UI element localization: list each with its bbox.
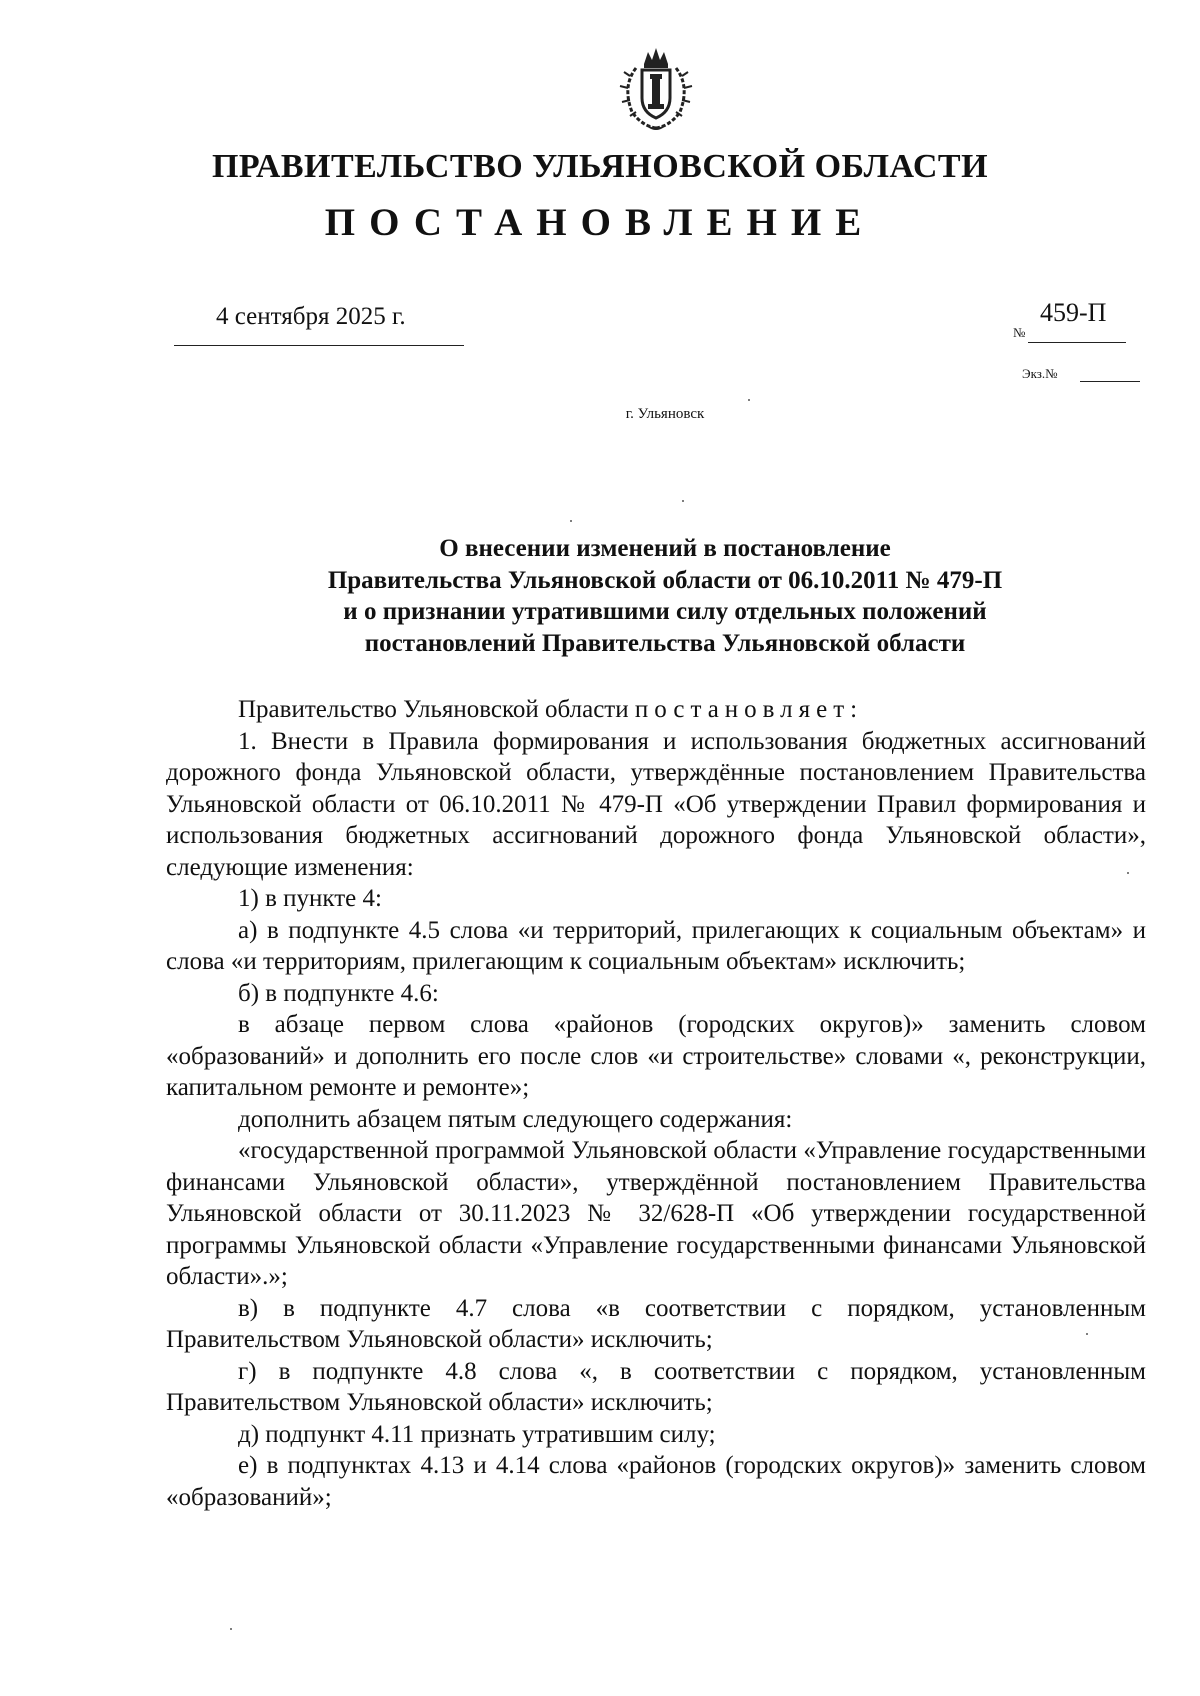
scan-speck <box>1127 872 1129 874</box>
scan-speck <box>682 500 684 502</box>
document-title <box>0 533 1200 659</box>
paragraph: дополнить абзацем пятым следующего содержания: <box>238 1105 793 1133</box>
decree-word: постановляет: <box>634 696 864 723</box>
title-line: постановлений Правительства Ульяновской области <box>364 629 966 657</box>
scan-speck <box>570 520 572 522</box>
document-number: 459-П <box>1040 298 1107 327</box>
intro-paragraph <box>166 694 1146 726</box>
paragraph: «государственной программой Ульяновской области «Управление государственными финансами Ульяновской области», утверждённой постановлением Правительства Ульяновской области от 30.11.2023 № 32/628-П «Об утверждении государственной программы Ульяновской области «Управление государственными финансами Ульяновской области».»; <box>166 1137 1146 1290</box>
paragraph: в абзаце первом слова «районов (городских округов)» заменить словом «образований» и дополнить его после слов «и строительстве» словами «, реконструкции, капитальном ремонте и ремонте»; <box>166 1011 1146 1101</box>
title-line: и о признании утратившими силу отдельных положений <box>343 598 987 625</box>
paragraph: г) в подпункте 4.8 слова «, в соответствии с порядком, установленным Правительством Ульяновской области» исключить; <box>166 1357 1146 1416</box>
paragraph: а) в подпункте 4.5 слова «и территорий, прилегающих к социальным объектам» и слова «и территориям, прилегающим к социальным объектам» исключить; <box>166 916 1146 975</box>
government-heading: ПРАВИТЕЛЬСТВО УЛЬЯНОВСКОЙ ОБЛАСТИ <box>211 148 989 185</box>
number-underline <box>1028 342 1126 343</box>
coat-of-arms-icon <box>614 46 698 132</box>
city: г. Ульяновск <box>625 406 705 422</box>
document-type-heading: ПОСТАНОВЛЕНИЕ <box>324 201 876 244</box>
scan-speck <box>748 399 750 401</box>
paragraph: 1) в пункте 4: <box>238 885 382 912</box>
number-label: № <box>1013 325 1026 340</box>
scan-speck <box>230 1628 232 1630</box>
paragraph: б) в подпункте 4.6: <box>238 979 439 1007</box>
title-line: Правительства Ульяновской области от 06.10.2011 № 479-П <box>327 566 1003 594</box>
scan-speck <box>1086 1333 1088 1335</box>
copy-number-underline <box>1080 381 1140 382</box>
paragraph: д) подпункт 4.11 признать утратившим силу; <box>238 1420 716 1448</box>
paragraph: 1. Внести в Правила формирования и использования бюджетных ассигнований дорожного фонда Ульяновской области, утверждённые постановлением Правительства Ульяновской области от 06.10.2011 № 479-П «Об утверждении Правил формирования и использования бюджетных ассигнований дорожного фонда Ульяновской области», следующие изменения: <box>166 727 1146 881</box>
copy-number-label: Экз.№ <box>1022 366 1058 381</box>
paragraph: е) в подпунктах 4.13 и 4.14 слова «районов (городских округов)» заменить словом «образований»; <box>166 1452 1146 1511</box>
title-line: О внесении изменений в постановление <box>439 535 891 562</box>
document-body <box>166 694 1146 1513</box>
paragraph: в) в подпункте 4.7 слова «в соответствии с порядком, установленным Правительством Ульяновской области» исключить; <box>166 1294 1146 1353</box>
intro-text: Правительство Ульяновской области <box>238 696 635 723</box>
date-underline <box>174 345 464 346</box>
document-date: 4 сентября 2025 г. <box>216 303 406 330</box>
